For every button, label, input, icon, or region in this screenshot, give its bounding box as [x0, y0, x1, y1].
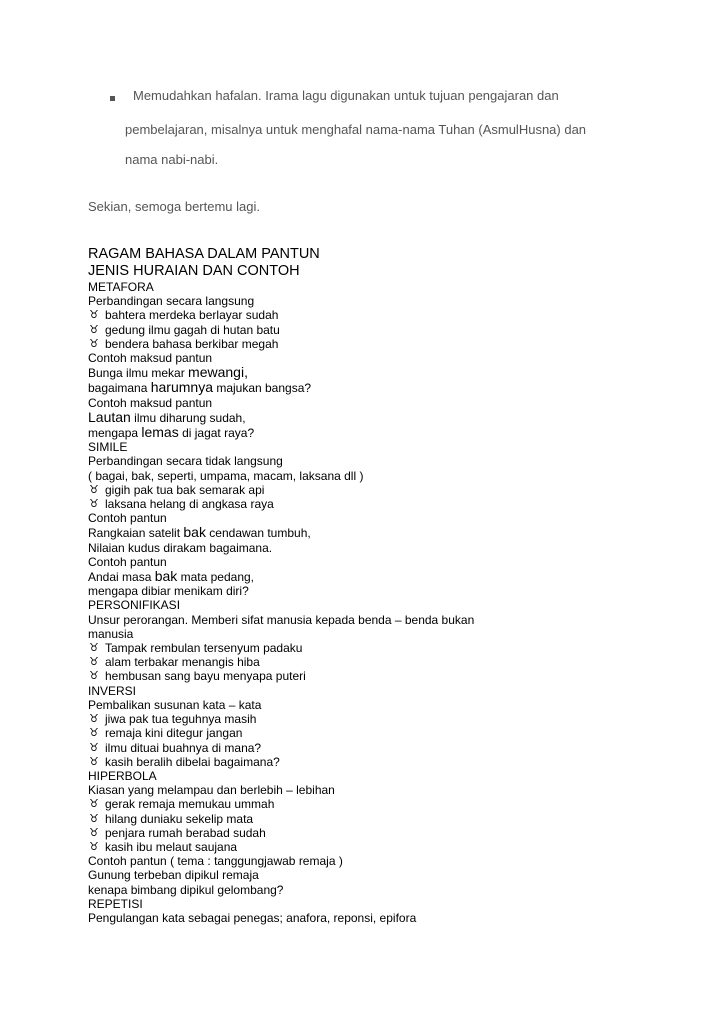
taurus-bullet-icon: ♉ — [89, 655, 99, 669]
main-content — [88, 246, 708, 925]
square-bullet-icon — [110, 96, 115, 101]
pantun-line: Gunung terbeban dipikul remaja — [88, 868, 259, 883]
list-item: ♉ gerak remaja memukau ummah — [89, 797, 275, 812]
section-heading-repetisi: REPETISI — [88, 896, 143, 911]
taurus-bullet-icon: ♉ — [89, 811, 99, 825]
list-item: ♉ hilang duniaku sekelip mata — [89, 811, 254, 826]
taurus-bullet-icon: ♉ — [89, 308, 99, 322]
section-description: Pengulangan kata sebagai penegas; anafora, reponsi, epifora — [88, 910, 417, 925]
list-item: ♉ gigih pak tua bak semarak api — [89, 482, 265, 497]
list-item: ♉ alam terbakar menangis hiba — [89, 655, 260, 670]
section-description: Perbandingan secara tidak langsung — [88, 454, 283, 469]
pantun-line: Nilaian kudus dirakam bagaimana. — [88, 540, 273, 555]
taurus-bullet-icon: ♉ — [89, 839, 99, 853]
section-description: Pembalikan susunan kata – kata — [88, 697, 262, 712]
section-heading-simile: SIMILE — [88, 440, 128, 455]
title-line-1: RAGAM BAHASA DALAM PANTUN — [88, 246, 320, 262]
list-item: ♉ hembusan sang bayu menyapa puteri — [89, 669, 306, 684]
title-line-2: JENIS HURAIAN DAN CONTOH — [88, 263, 300, 279]
list-item: ♉ kasih ibu melaut saujana — [89, 839, 238, 854]
pantun-line: mengapa lemas di jagat raya? — [88, 424, 255, 441]
taurus-bullet-icon: ♉ — [89, 726, 99, 740]
bullet-text-line: nama nabi-nabi. — [125, 152, 219, 167]
taurus-bullet-icon: ♉ — [89, 336, 99, 350]
example-label: Contoh pantun ( tema : tanggungjawab remaja ) — [88, 854, 343, 869]
pantun-line: Bunga ilmu mekar mewangi, — [88, 364, 248, 381]
section-description: ( bagai, bak, seperti, umpama, macam, laksana dll ) — [88, 468, 364, 483]
taurus-bullet-icon: ♉ — [89, 712, 99, 726]
bullet-text-line: Memudahkan hafalan. Irama lagu digunakan untuk tujuan pengajaran dan — [133, 88, 559, 103]
list-item: ♉ bendera bahasa berkibar megah — [89, 336, 279, 351]
list-item: ♉ laksana helang di angkasa raya — [89, 497, 274, 512]
list-item: ♉ ilmu dituai buahnya di mana? — [89, 740, 262, 755]
example-label: Contoh maksud pantun — [88, 351, 213, 366]
section-heading-inversi: INVERSI — [88, 683, 137, 698]
list-item: ♉ kasih beralih dibelai bagaimana? — [89, 754, 280, 769]
taurus-bullet-icon: ♉ — [89, 740, 99, 754]
taurus-bullet-icon: ♉ — [89, 669, 99, 683]
taurus-bullet-icon: ♉ — [89, 641, 99, 655]
pantun-line: kenapa bimbang dipikul gelombang? — [88, 882, 284, 897]
taurus-bullet-icon: ♉ — [89, 797, 99, 811]
pantun-line: mengapa dibiar menikam diri? — [88, 584, 249, 599]
list-item: ♉ bahtera merdeka berlayar sudah — [89, 308, 279, 323]
closing-text: Sekian, semoga bertemu lagi. — [88, 199, 260, 214]
bullet-text-line: pembelajaran, misalnya untuk menghafal nama-nama Tuhan (AsmulHusna) dan — [125, 122, 587, 137]
section-description: Unsur perorangan. Memberi sifat manusia kepada benda – benda bukan manusia — [88, 612, 475, 641]
example-label: Contoh pantun — [88, 554, 167, 569]
section-heading-metafora: METAFORA — [88, 280, 154, 294]
list-item: ♉ gedung ilmu gagah di hutan batu — [89, 322, 280, 337]
pantun-line: Lautan ilmu diharung sudah, — [88, 408, 246, 425]
pantun-line: bagaimana harumnya majukan bangsa? — [88, 379, 312, 396]
list-item: ♉ penjara rumah berabad sudah — [89, 825, 266, 840]
section-heading-hiperbola: HIPERBOLA — [88, 768, 157, 783]
section-heading-personifikasi: PERSONIFIKASI — [88, 598, 181, 613]
taurus-bullet-icon: ♉ — [89, 497, 99, 511]
list-item: ♉ Tampak rembulan tersenyum padaku — [89, 641, 303, 656]
taurus-bullet-icon: ♉ — [89, 322, 99, 336]
pantun-line: Andai masa bak mata pedang, — [88, 568, 255, 585]
section-description: Perbandingan secara langsung — [88, 294, 255, 309]
pantun-line: Rangkaian satelit bak cendawan tumbuh, — [88, 524, 311, 541]
list-item: ♉ jiwa pak tua teguhnya masih — [89, 712, 257, 727]
example-label: Contoh pantun — [88, 511, 167, 526]
taurus-bullet-icon: ♉ — [89, 482, 99, 496]
example-label: Contoh maksud pantun — [88, 395, 213, 410]
taurus-bullet-icon: ♉ — [89, 754, 99, 768]
list-item: ♉ remaja kini ditegur jangan — [89, 726, 243, 741]
taurus-bullet-icon: ♉ — [89, 825, 99, 839]
section-description: Kiasan yang melampau dan berlebih – lebihan — [88, 783, 335, 798]
